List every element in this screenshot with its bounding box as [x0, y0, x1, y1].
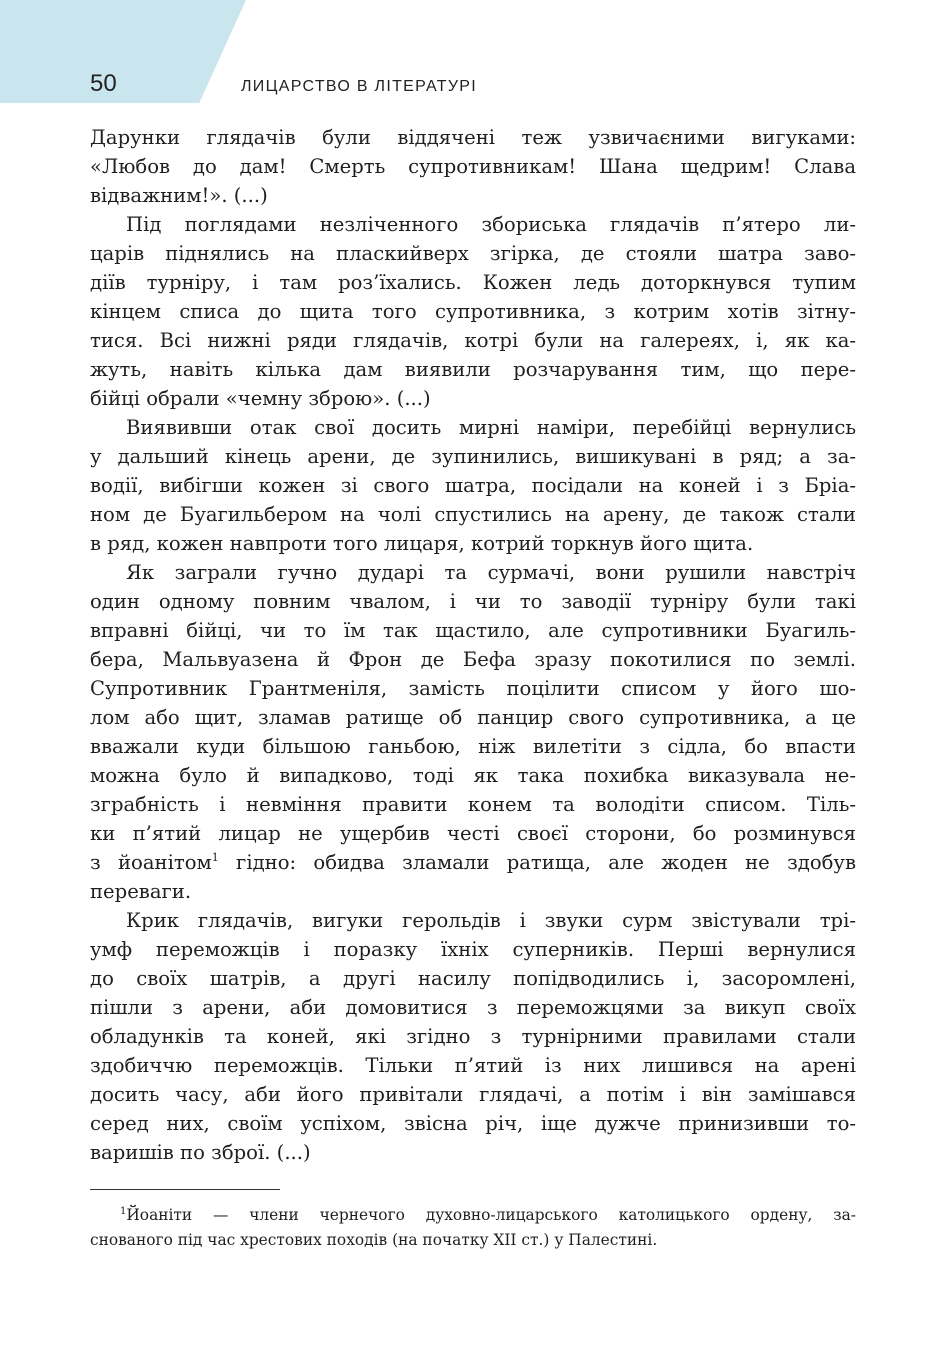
page-number: 50 — [90, 70, 117, 97]
footnote-line — [90, 1203, 856, 1228]
text-line: в ряд, кожен навпроти того лицаря, котрий торкнув його щита. — [90, 532, 754, 555]
text-line: Виявивши отак свої досить мирні наміри, перебійці вернулись — [126, 416, 856, 439]
text-line: жуть, навіть кілька дам виявили розчарування тим, що пере- — [90, 358, 856, 381]
text-line: вважали куди більшою ганьбою, ніж вилетіти з сідла, бо впасти — [90, 735, 856, 758]
text-line: ном де Буагильбером на чолі спустились на арену, де також стали — [90, 503, 856, 526]
running-title: ЛИЦАРСТВО В ЛІТЕРАТУРІ — [241, 78, 478, 95]
text-line: до своїх шатрів, а другі насилу попідводились і, засоромлені, — [90, 967, 856, 990]
text-line: один одному повним чвалом, і чи то заводії турніру були такі — [90, 590, 856, 613]
footnote-text: Йоаніти — члени чернечого духовно-лицарського католицького ордену, за- — [126, 1206, 856, 1224]
text-line: тися. Всі нижні ряди глядачів, котрі були на галереях, і, як ка- — [90, 329, 856, 352]
text-line: кінцем списа до щита того супротивника, з котрим хотів зітну- — [90, 300, 856, 323]
text-line: царів піднялись на пласкийверх згірка, де стояли шатра заво- — [90, 242, 856, 265]
text-line: умф переможців і поразку їхніх суперників. Перші вернулися — [90, 938, 856, 961]
text-line — [90, 848, 856, 877]
paragraph — [90, 123, 856, 210]
text-line: бера, Мальвуазена й Фрон де Бефа зразу покотилися по землі. — [90, 648, 856, 671]
footnote — [90, 1203, 856, 1253]
footnote-line: снованого під час хрестових походів (на початку XII ст.) у Палестині. — [90, 1231, 658, 1249]
text-fragment: з йоанітом — [90, 851, 212, 874]
footnote-marker: 1 — [120, 1206, 127, 1217]
text-line: серед них, своїм успіхом, звісна річ, іще дужче принизивши то- — [90, 1112, 856, 1135]
text-line: здобиччю переможців. Тільки п’ятий із них лишився на арені — [90, 1054, 856, 1077]
text-line: водії, вибігши кожен зі свого шатра, посідали на коней і з Бріа- — [90, 474, 856, 497]
text-line: Супротивник Грантменіля, замість поцілити списом у його шо- — [90, 677, 856, 700]
footnote-reference: 1 — [211, 851, 219, 864]
text-line: Дарунки глядачів були віддячені теж узвичаєними вигуками: — [90, 126, 856, 149]
text-line: ки п’ятий лицар не ущербив честі своєї сторони, бо розминувся — [90, 822, 856, 845]
text-line: у дальший кінець арени, де зупинились, вишикувані в ряд; а за- — [90, 445, 856, 468]
text-line: пішли з арени, аби домовитися з переможцями за викуп своїх — [90, 996, 856, 1019]
paragraph — [90, 413, 856, 558]
paragraph — [90, 210, 856, 413]
text-line: Крик глядачів, вигуки герольдів і звуки сурм звістували трі- — [126, 909, 856, 932]
text-line: лом або щит, зламав ратище об панцир свого супротивника, а це — [90, 706, 856, 729]
text-line: Як заграли гучно дударі та сурмачі, вони рушили навстріч — [126, 561, 856, 584]
corner-accent-shape — [0, 0, 246, 103]
text-line: бійці обрали «чемну зброю». (...) — [90, 387, 431, 410]
text-line: зграбність і невміння правити конем та володіти списом. Тіль- — [90, 793, 856, 816]
footnote-divider — [90, 1189, 280, 1190]
text-line: можна було й випадково, тоді як така похибка виказувала не- — [90, 764, 856, 787]
main-text — [90, 123, 856, 1167]
text-line: відважним!». (...) — [90, 184, 268, 207]
text-line: обладунків та коней, які згідно з турнірними правилами стали — [90, 1025, 856, 1048]
paragraph — [90, 558, 856, 906]
text-line: варишів по зброї. (...) — [90, 1141, 311, 1164]
text-line: діїв турніру, і там роз’їхались. Кожен ледь доторкнувся тупим — [90, 271, 856, 294]
text-line: вправні бійці, чи то їм так щастило, але супротивники Буагиль- — [90, 619, 856, 642]
text-line: «Любов до дам! Смерть супротивникам! Шана щедрим! Слава — [90, 155, 856, 178]
text-fragment: гідно: обидва зламали ратища, але жоден не здобув — [236, 851, 856, 874]
text-line: переваги. — [90, 880, 192, 903]
paragraph — [90, 906, 856, 1167]
text-line: Під поглядами незліченного збориська глядачів п’ятеро ли- — [126, 213, 856, 236]
text-line: досить часу, аби його привітали глядачі, а потім і він замішався — [90, 1083, 856, 1106]
